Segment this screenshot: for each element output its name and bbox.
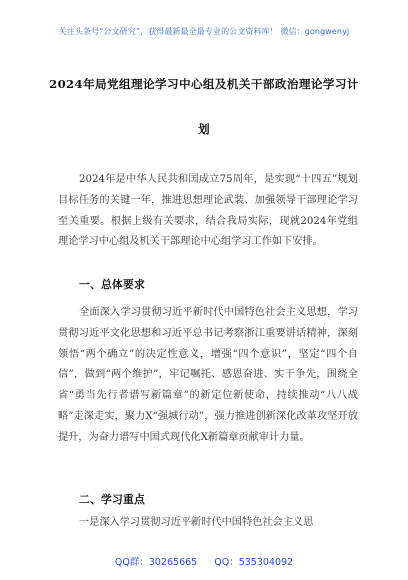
section-2-heading: 二、学习重点: [79, 493, 145, 506]
document-title-line-2: 划: [198, 122, 210, 136]
footer-contacts: [0, 554, 408, 568]
section-1-heading: 一、总体要求: [79, 278, 145, 291]
section-2-paragraph: 一是深入学习贯彻习近平新时代中国特色社会主义思: [79, 517, 314, 528]
intro-paragraph: 2024年是中华人民共和国成立75周年，是实现“十四五”规划目标任务的关键一年，推进思想理论武装、加强领导干部理论学习至关重要。根据上级有关要求，结合我局实际，现就2024年党组理论学习中心组及机关干部理论中心组学习工作如下安排。: [58, 174, 358, 248]
header-banner: 关注头条号“公文研究”，获得最新最全最专业的公文资料库！ 微信：gongwenyj: [58, 27, 350, 36]
footer-qq: QQ：535304092: [214, 557, 294, 568]
footer-qq-group: QQ群：30265665: [114, 557, 198, 568]
document-title-line-1: 2024年局党组理论学习中心组及机关干部政治理论学习计: [49, 77, 359, 91]
section-1-paragraph: 全面深入学习贯彻习近平新时代中国特色社会主义思想，学习贯彻习近平文化思想和习近平总书记考察浙江重要讲话精神，深刻领悟“两个确立”的决定性意义，增强“四个意识”，坚定“四个自信”，做到“两个维护”，牢记嘱托、感恩奋进、实干争先，围绕全省“勇当先行者谱写新篇章”的新定位新使命，持续推动“八八战略”走深走实，聚力X“强城行动”，强力推进创新深化改革攻坚开放提升，为奋力谱写中国式现代化X新篇章贡献审计力量。: [58, 307, 358, 443]
